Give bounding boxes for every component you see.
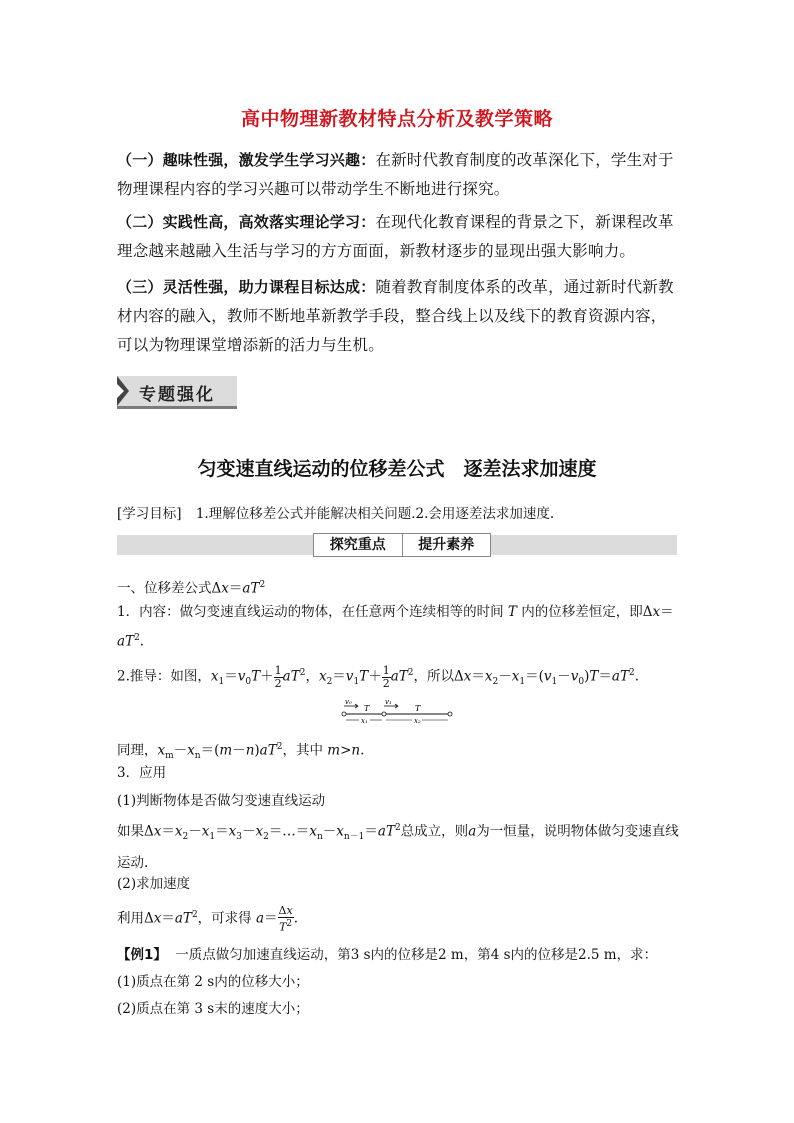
band-left: 探究重点	[329, 537, 386, 553]
badge-label: 专题强化	[139, 385, 215, 405]
goals-text: 1.理解位移差公式并能解决相关问题.2.会用逐差法求加速度.	[195, 506, 555, 522]
section-band	[117, 535, 677, 555]
topic-badge	[117, 376, 237, 409]
t2-label: T	[415, 704, 421, 713]
feature-paragraph-3	[117, 273, 679, 360]
item-content: 1．内容：做匀变速直线运动的物体，在任意两个连续相等的时间 T 内的位移差恒定，即Δx＝ $aT^2$.	[117, 604, 674, 650]
x1-label: x₁	[361, 717, 368, 725]
t1-label: T	[364, 704, 370, 713]
use-formula: 利用$\Delta x=aT^2$，可求得 a＝ $\frac{\Delta x}{T^2}$ .	[117, 903, 298, 934]
same-reasoning: 同理，$x_m-x_n=(m-n)aT^2$，其中 m>n.	[117, 742, 365, 762]
feature-text: 在现代化教育课程的背景之下，新课程改革理念越来越融入生活与学习的方方面面，新教材逐步的显现出强大影响力。	[117, 213, 674, 260]
feature-text: 在新时代教育制度的改革深化下，学生对于物理课程内容的学习兴趣可以带动学生不断地进行探究。	[117, 151, 674, 198]
example-label: 【例1】	[117, 947, 167, 963]
rule-text: 如果$\Delta x=x_2-x_1=x_3-x_2=\dots=x_n-x_{n-1}=aT^2$总成立，则a为一恒量，说明物体做匀变速直线运动.	[117, 823, 679, 872]
band-box	[313, 533, 491, 557]
sub-acceleration: (2)求加速度	[117, 876, 191, 892]
example-text: 一质点做匀加速直线运动，第3 s内的位移是2 m，第4 s内的位移是2.5 m，求：	[175, 947, 658, 963]
band-right: 提升素养	[402, 534, 491, 556]
point-marker	[382, 712, 386, 716]
item-application: 3．应用	[117, 765, 167, 781]
feature-label: （三）灵活性强，助力课程目标达成：	[117, 278, 376, 296]
heading-formula: 一、位移差公式$\Delta x=aT^2$	[117, 580, 266, 597]
question-1: (1)质点在第 2 s内的位移大小；	[117, 974, 309, 990]
feature-label: （二）实践性高，高效落实理论学习：	[117, 213, 376, 231]
sub-judge: (1)判断物体是否做匀变速直线运动	[117, 793, 326, 809]
section-title: 匀变速直线运动的位移差公式 逐差法求加速度	[197, 458, 597, 480]
x2-label: x₂	[414, 717, 421, 725]
feature-paragraph-2	[117, 208, 679, 266]
feature-paragraph-1	[117, 146, 679, 204]
motion-diagram	[340, 697, 456, 725]
example-1	[117, 942, 679, 968]
point-marker	[342, 712, 346, 716]
learning-goals	[117, 501, 554, 527]
question-2: (2)质点在第 3 s末的速度大小；	[117, 1001, 309, 1017]
v1-label: v₁	[385, 698, 392, 706]
v0-label: v₀	[345, 698, 352, 706]
feature-label: （一）趣味性强，激发学生学习兴趣：	[117, 151, 376, 169]
goals-label: [学习目标]	[117, 506, 182, 522]
point-marker	[448, 712, 452, 716]
item-derivation: 2.推导：如图，$x_1=v_0T+$ $\frac{1}{2}$ $aT^2$，$x_2=v_1T+$ $\frac{1}{2}$ $aT^2$，所以$\Delta x=x_2-x_1=(v_1-v_0)T=aT^2$.	[117, 663, 639, 690]
page-title: 高中物理新教材特点分析及教学策略	[240, 108, 553, 130]
feature-text: 随着教育制度体系的改革，通过新时代新教材内容的融入，教师不断地革新教学手段，整合线上以及线下的教育资源内容，可以为物理课堂增添新的活力与生机。	[117, 278, 674, 354]
